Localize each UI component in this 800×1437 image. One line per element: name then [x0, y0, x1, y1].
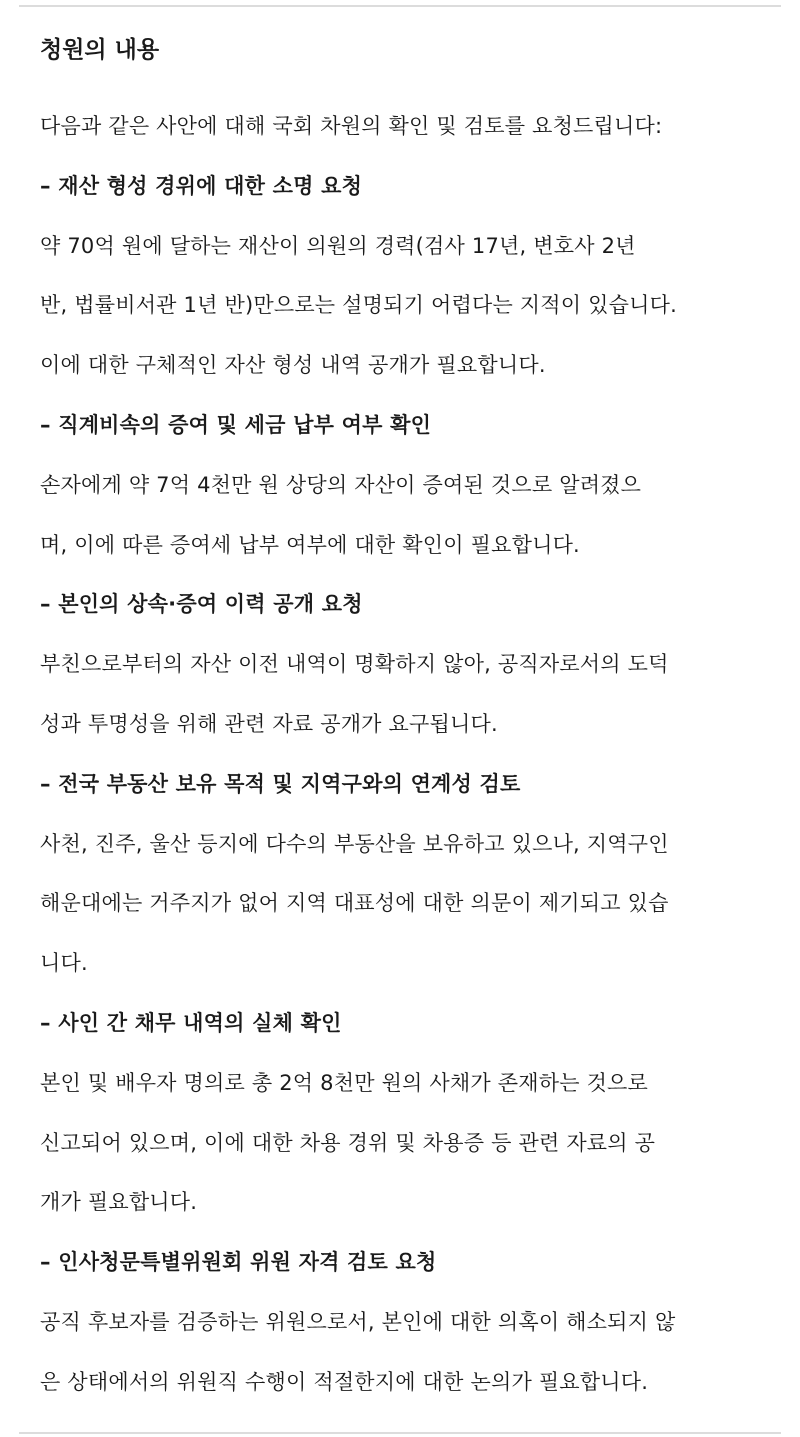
petition-content [40, 97, 760, 1413]
body-line: 손자에게 약 7억 4천만 원 상당의 자산이 증여된 것으로 알려졌으 [40, 472, 642, 497]
body-line: 사천, 진주, 울산 등지에 다수의 부동산을 보유하고 있으나, 지역구인 [40, 831, 669, 856]
body-line: 성과 투명성을 위해 관련 자료 공개가 요구됩니다. [40, 711, 498, 736]
section-title: 청원의 내용 [40, 37, 160, 63]
body-line: 은 상태에서의 위원직 수행이 적절한지에 대한 논의가 필요합니다. [40, 1369, 649, 1394]
body-line: 신고되어 있으며, 이에 대한 차용 경위 및 차용증 등 관련 자료의 공 [40, 1130, 656, 1155]
bottom-divider [19, 1432, 781, 1434]
body-line: 개가 필요합니다. [40, 1190, 198, 1215]
body-line: 공직 후보자를 검증하는 위원으로서, 본인에 대한 의혹이 해소되지 않 [40, 1309, 676, 1334]
top-divider [19, 5, 781, 7]
body-line: 약 70억 원에 달하는 재산이 의원의 경력(검사 17년, 변호사 2년 [40, 233, 636, 258]
body-line: 이에 대한 구체적인 자산 형성 내역 공개가 필요합니다. [40, 353, 546, 378]
item-heading: – 사인 간 채무 내역의 실체 확인 [40, 1010, 342, 1035]
body-line: 부친으로부터의 자산 이전 내역이 명확하지 않아, 공직자로서의 도덕 [40, 652, 669, 677]
body-line: 며, 이에 따른 증여세 납부 여부에 대한 확인이 필요합니다. [40, 532, 580, 557]
item-heading: – 전국 부동산 보유 목적 및 지역구와의 연계성 검토 [40, 771, 521, 796]
body-line: 다음과 같은 사안에 대해 국회 차원의 확인 및 검토를 요청드립니다: [40, 114, 663, 138]
item-heading: – 재산 형성 경위에 대한 소명 요청 [40, 173, 363, 198]
body-line: 해운대에는 거주지가 없어 지역 대표성에 대한 의문이 제기되고 있습 [40, 891, 669, 916]
body-line: 본인 및 배우자 명의로 총 2억 8천만 원의 사채가 존재하는 것으로 [40, 1070, 649, 1095]
body-line: 니다. [40, 951, 88, 976]
item-heading: – 본인의 상속·증여 이력 공개 요청 [40, 592, 363, 617]
item-heading: – 직계비속의 증여 및 세금 납부 여부 확인 [40, 412, 432, 437]
item-heading: – 인사청문특별위원회 위원 자격 검토 요청 [40, 1250, 437, 1275]
body-line: 반, 법률비서관 1년 반)만으로는 설명되기 어렵다는 지적이 있습니다. [40, 293, 677, 318]
